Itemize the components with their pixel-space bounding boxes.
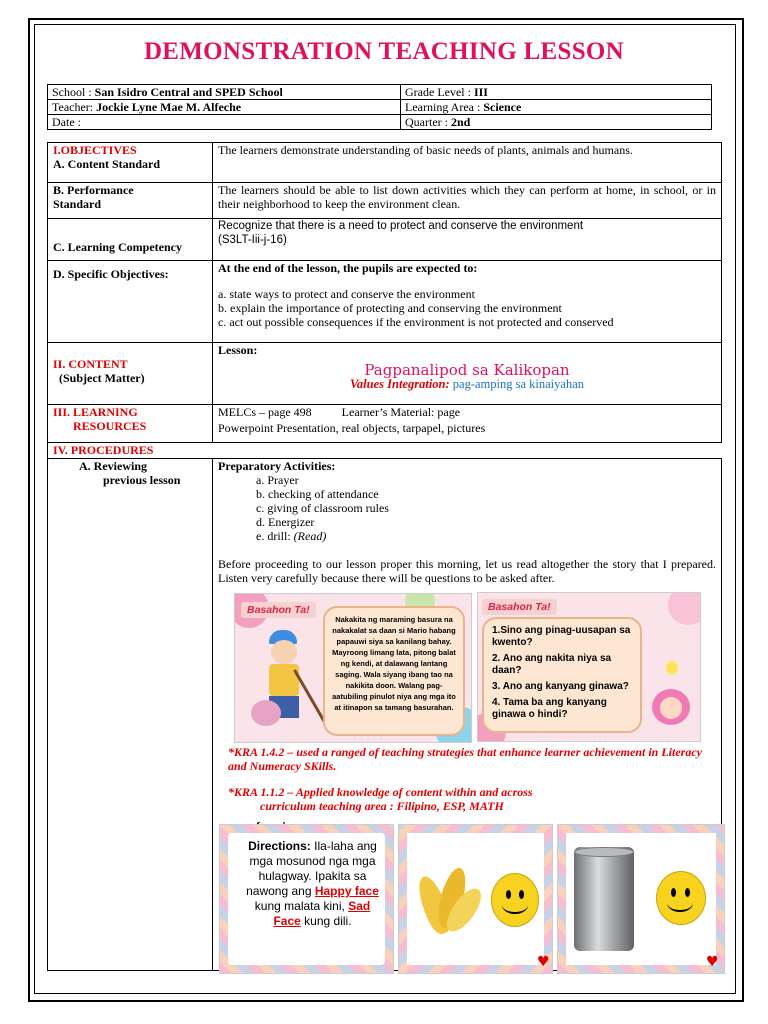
tin-can-illustration: [574, 847, 634, 951]
question-4: 4. Tama ba ang kanyang ginawa o hindi?: [492, 697, 607, 720]
date-label: Date :: [52, 114, 81, 129]
lightbulb-icon: [666, 661, 678, 675]
question-1: 1.Sino ang pinag-uusapan sa kwento?: [492, 625, 631, 648]
teacher-value: Jockie Lyne Mae M. Alfeche: [96, 99, 242, 114]
content-subheading: (Subject Matter): [59, 371, 145, 385]
area-value: Science: [483, 99, 522, 114]
objectives-heading: I.OBJECTIVES: [53, 143, 137, 157]
boy-illustration: [249, 630, 319, 738]
performance-standard-text: The learners should be able to list down activities which they can perform at home, in school, or in their neighborhood to keep the environment clean.: [213, 183, 722, 219]
directions-text-3: kung dili.: [300, 914, 352, 928]
prep-b: b. checking of attendance: [256, 487, 379, 501]
question-3: 3. Ano ang kanyang ginawa?: [492, 681, 629, 692]
quarter-label: Quarter :: [405, 114, 448, 129]
prep-d: d. Energizer: [256, 515, 315, 529]
procedures-heading: IV. PROCEDURES: [53, 443, 154, 457]
question-2: 2. Ano ang nakita niya sa daan?: [492, 653, 612, 676]
prep-e: e. drill:: [256, 529, 294, 543]
learners-material: Learner’s Material: page: [341, 405, 461, 419]
content-standard-text: The learners demonstrate understanding of basic needs of plants, animals and humans.: [213, 143, 722, 183]
melcs-text: MELCs – page 498: [218, 405, 312, 419]
specific-b: b. explain the importance of protecting and conserving the environment: [218, 301, 562, 315]
grade-value: III: [473, 84, 488, 99]
heart-icon-2: ♥: [706, 954, 719, 970]
school-value: San Isidro Central and SPED School: [94, 84, 283, 99]
sad-face-text: Sad Face: [273, 899, 371, 928]
happy-face-icon-2: [656, 871, 706, 925]
document-title: DEMONSTRATION TEACHING LESSON: [143, 38, 625, 65]
info-table: [47, 84, 712, 130]
specific-intro: At the end of the lesson, the pupils are expected to:: [218, 261, 478, 275]
resources-heading-1: III. LEARNING: [53, 405, 138, 419]
performance-label-1: B. Performance: [53, 183, 134, 197]
questions-badge: Basahon Ta!: [482, 599, 557, 615]
specific-c: c. act out possible consequences if the environment is not protected and conserved: [218, 315, 614, 329]
kra-2a: *KRA 1.1.2 – Applied knowledge of content within and across: [228, 785, 533, 799]
questions-card: [482, 617, 642, 733]
prep-a: a. Prayer: [256, 473, 299, 487]
prep-c: c. giving of classroom rules: [256, 501, 389, 515]
content-heading: II. CONTENT: [53, 357, 128, 371]
teacher-label: Teacher:: [52, 99, 94, 114]
values-label: Values Integration:: [349, 377, 450, 391]
banana-peel-illustration: [417, 855, 481, 939]
story-card: Nakakita ng maraming basura na nakakalat sa daan si Mario habang papauwi siya sa kanilang bahay. Mayroong limang lata, pitong balat ng kendi, at dalawang lantang saging. Wala siyang ibang tao na nakikita doon. Walang pag-aatubiling pinulot niya ang mga ito at itinapon sa tamang basurahan.: [323, 606, 465, 736]
story-slide-image: [234, 593, 472, 743]
specific-objectives-label: D. Specific Objectives:: [53, 267, 169, 281]
competency-code: (S3LT-Iii-j-16): [218, 234, 287, 246]
resources-heading-2: RESOURCES: [73, 419, 147, 433]
competency-text: Recognize that there is a need to protect and conserve the environment: [218, 220, 584, 232]
kra-1: *KRA 1.4.2 – used a ranged of teaching strategies that enhance learner achievement in Literacy and Numeracy SKills.: [228, 745, 702, 773]
prep-heading: Preparatory Activities:: [218, 459, 336, 473]
directions-slide-image: [219, 824, 394, 974]
heart-icon: ♥: [537, 954, 550, 970]
banana-slide-image: [398, 824, 553, 974]
can-slide-image: [557, 824, 725, 974]
happy-face-icon: [491, 873, 539, 927]
lesson-label: Lesson:: [218, 343, 258, 357]
specific-a: a. state ways to protect and conserve the environment: [218, 287, 475, 301]
performance-label-2: Standard: [53, 197, 102, 211]
prep-e-read: (Read): [293, 529, 327, 543]
questions-slide-image: [477, 592, 701, 742]
school-label: School :: [52, 84, 92, 99]
directions-text-2: kung malata kini,: [254, 899, 349, 913]
happy-face-text: Happy face: [314, 884, 379, 898]
directions-label: Directions:: [248, 839, 311, 853]
girl-illustration: [652, 689, 690, 729]
story-intro: Before proceeding to our lesson proper this morning, let us read altogether the story that I prepared. Listen very carefully because there will be questions to be asked after.: [218, 557, 716, 585]
values-text: pag-amping sa kinaiyahan: [452, 377, 585, 391]
competency-label: C. Learning Competency: [53, 240, 182, 254]
story-badge: Basahon Ta!: [241, 602, 316, 618]
reviewing-label-2: previous lesson: [103, 473, 181, 487]
directions-card: [228, 833, 385, 965]
area-label: Learning Area :: [405, 99, 481, 114]
materials-text: Powerpoint Presentation, real objects, tarpapel, pictures: [218, 421, 486, 435]
reviewing-label-1: A. Reviewing: [79, 459, 147, 473]
content-standard-label: A. Content Standard: [53, 157, 161, 171]
quarter-value: 2nd: [450, 114, 471, 129]
directions-text-1: Ila-laha ang mga mosunod nga mga hulagway. Ipakita sa nawong ang: [246, 839, 377, 898]
lesson-title: Pagpanalipod sa Kalikopan: [364, 361, 570, 379]
kra-2b: curriculum teaching area : Filipino, ESP, MATH: [260, 799, 504, 813]
grade-label: Grade Level :: [405, 84, 471, 99]
